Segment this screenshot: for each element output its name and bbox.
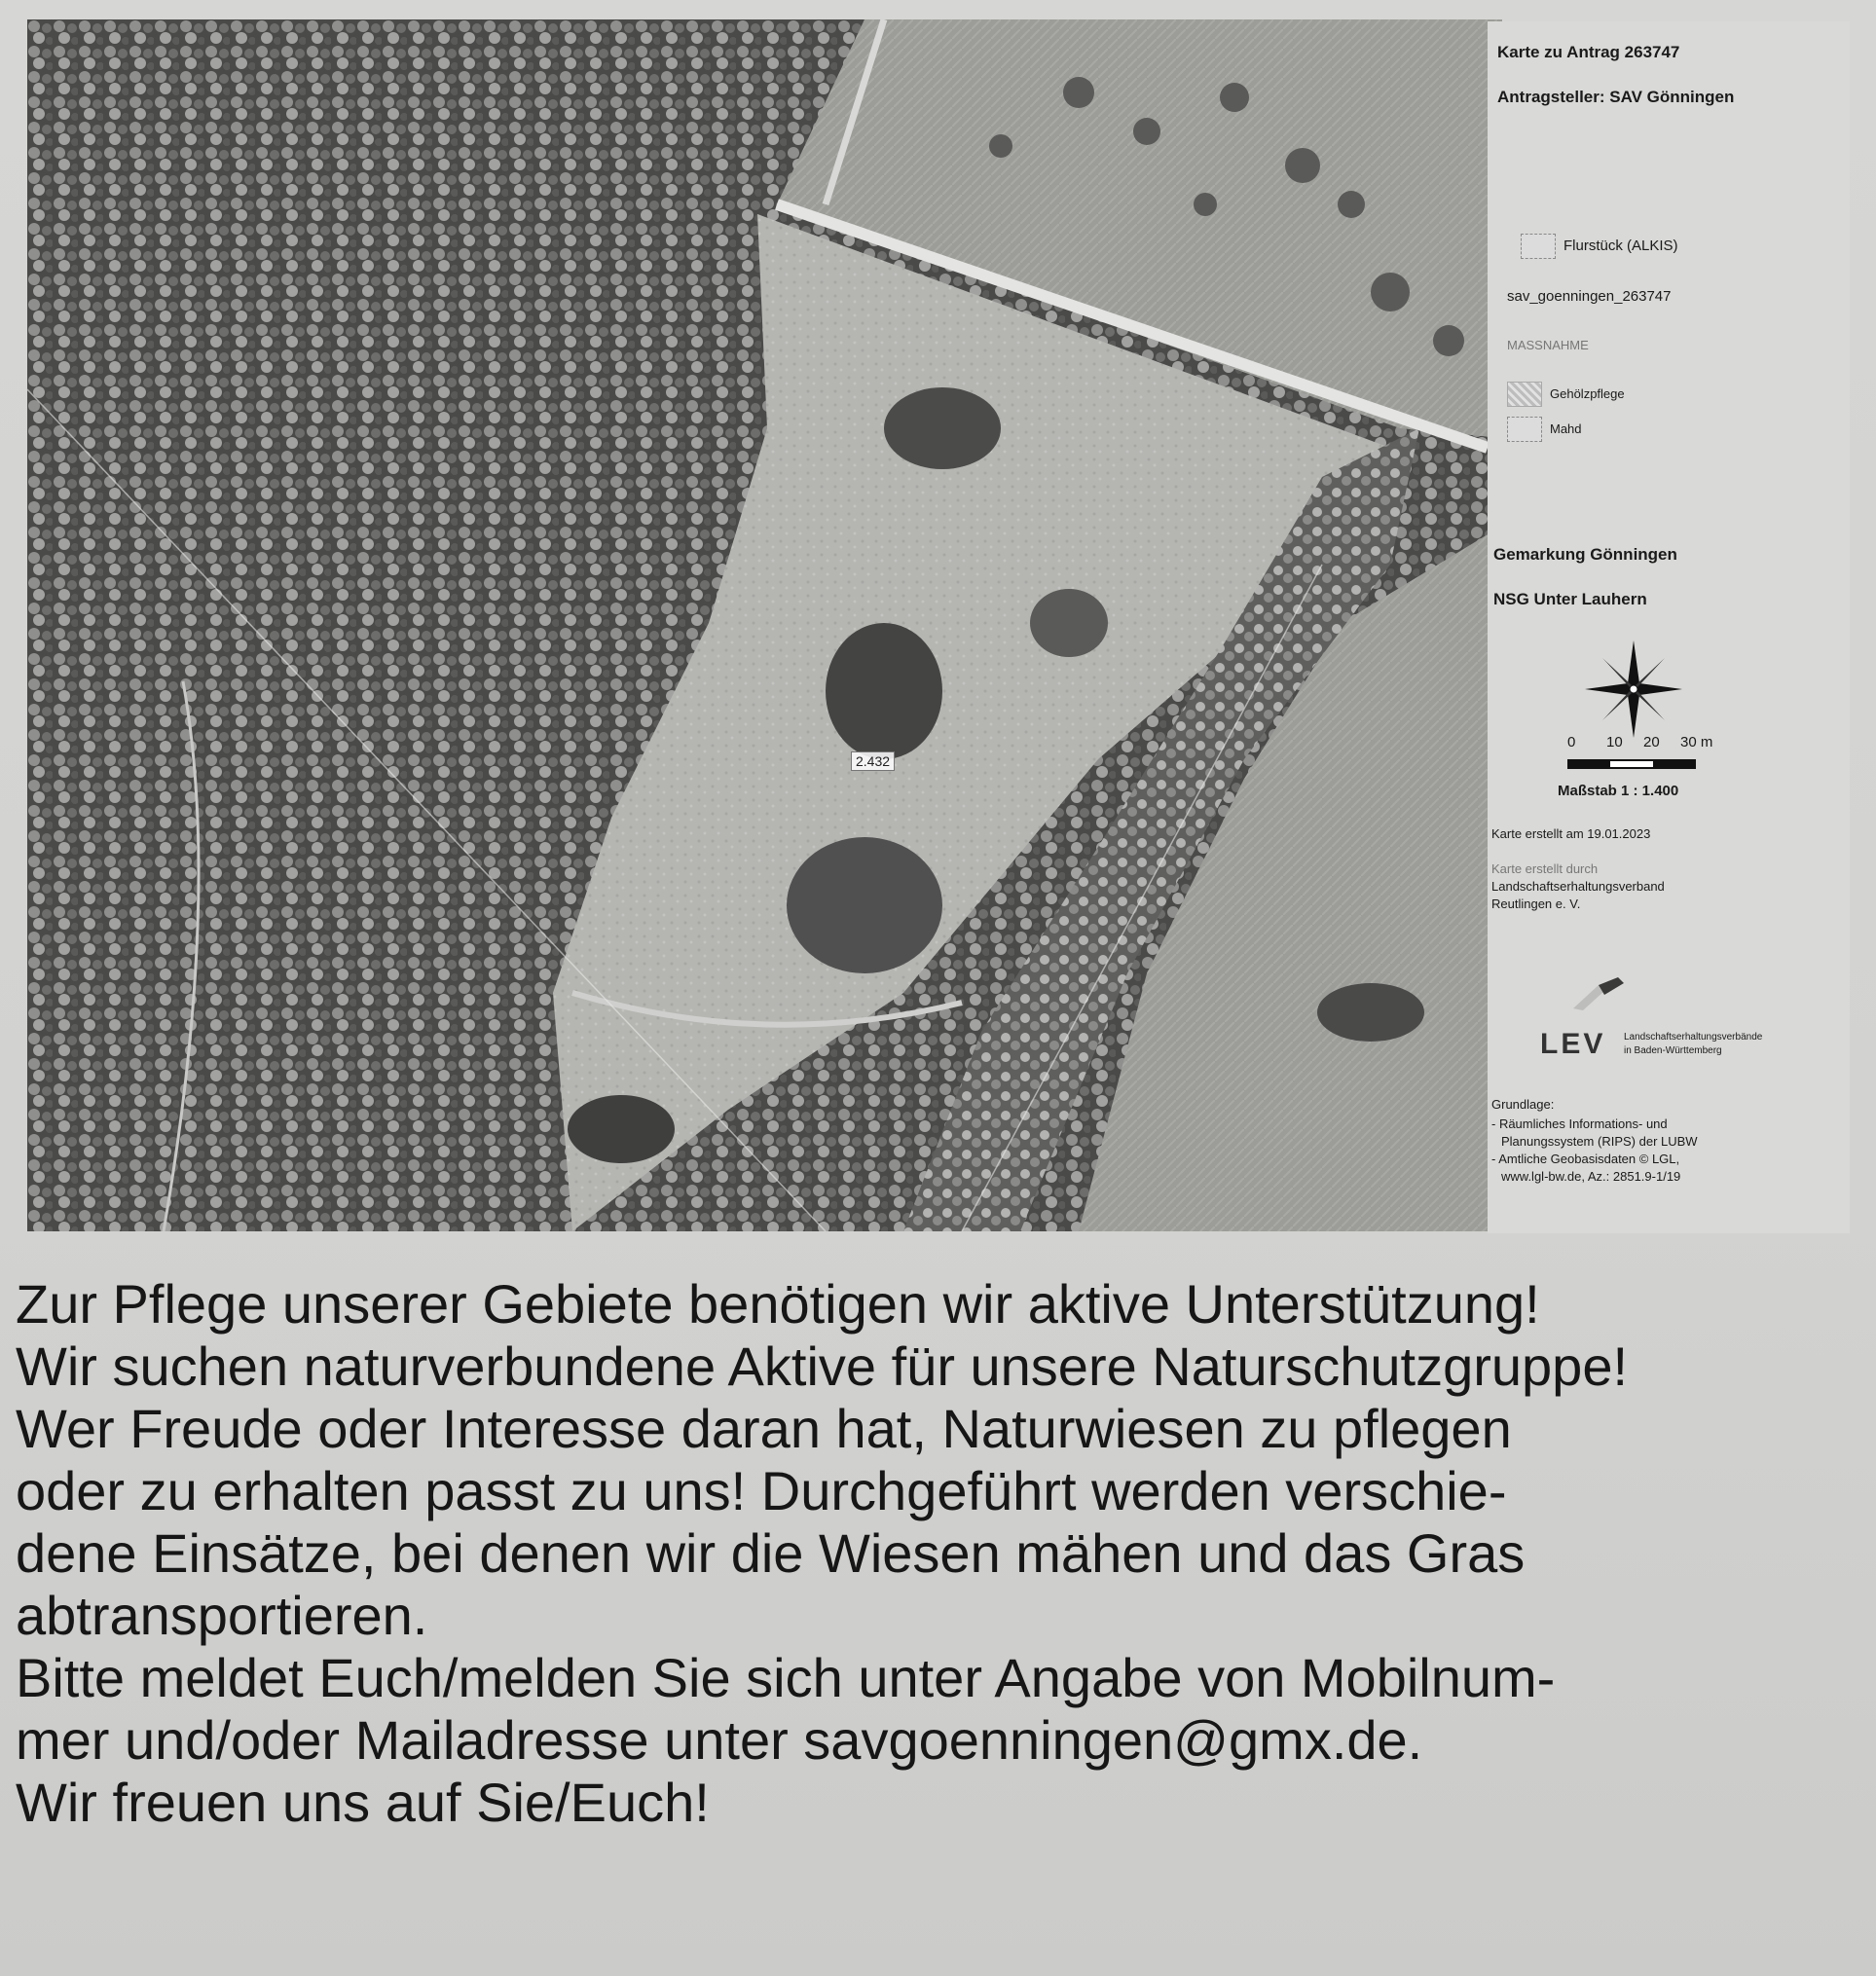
legend-created-by-line2: Reutlingen e. V. [1491,897,1581,911]
legend-basis-2a: - Amtliche Geobasisdaten © LGL, [1491,1152,1680,1166]
legend-basis-label: Grundlage: [1491,1097,1555,1112]
legend-basis-2b: www.lgl-bw.de, Az.: 2851.9-1/19 [1501,1169,1681,1184]
aerial-map [27,19,1502,1231]
legend-title: Karte zu Antrag 263747 [1497,43,1680,61]
parcel-number-label: 2.432 [851,751,895,771]
aerial-photo [27,19,1502,1231]
scale-tick-30: 30 m [1680,734,1713,750]
call-for-volunteers-text [16,1273,1860,1834]
legend-measure-1: Gehölzpflege [1550,386,1625,401]
text-line-3: Wer Freude oder Interesse daran hat, Naturwiesen zu pflegen [16,1398,1512,1459]
text-line-7: Bitte meldet Euch/melden Sie sich unter Angabe von Mobilnum- [16,1647,1556,1708]
legend-measures-heading: MASSNAHME [1507,338,1589,352]
legend-district: Gemarkung Gönningen [1493,545,1677,564]
text-line-2: Wir suchen naturverbundene Aktive für unsere Naturschutzgruppe! [16,1336,1629,1397]
legend-layer-project: sav_goenningen_263747 [1507,288,1672,305]
legend-layer-parcel: Flurstück (ALKIS) [1563,238,1678,254]
scale-bar [1567,759,1696,769]
parcel-swatch [1521,234,1556,259]
legend-created-by-line1: Landschaftserhaltungsverband [1491,879,1665,894]
scale-text: Maßstab 1 : 1.400 [1558,783,1679,799]
text-line-6: abtransportieren. [16,1585,428,1646]
lev-logo-sub1: Landschaftserhaltungsverbände [1624,1032,1763,1043]
text-line-9: Wir freuen uns auf Sie/Euch! [16,1772,710,1833]
text-line-1: Zur Pflege unserer Gebiete benötigen wir aktive Unterstützung! [16,1273,1540,1335]
lev-logo-mark-icon [1569,975,1628,1014]
legend-created-on: Karte erstellt am 19.01.2023 [1491,826,1651,841]
legend-basis-1b: Planungssystem (RIPS) der LUBW [1501,1134,1698,1149]
legend-basis-1a: - Räumliches Informations- und [1491,1116,1668,1131]
text-line-5: dene Einsätze, bei denen wir die Wiesen mähen und das Gras [16,1522,1526,1584]
scale-tick-20: 20 [1643,734,1660,750]
legend-created-by-label: Karte erstellt durch [1491,861,1599,876]
scale-tick-10: 10 [1606,734,1623,750]
text-line-4: oder zu erhalten passt zu uns! Durchgeführt werden verschie- [16,1460,1507,1521]
compass-rose-icon [1583,639,1684,740]
text-line-8: mer und/oder Mailadresse unter savgoenningen@gmx.de. [16,1709,1423,1771]
map-legend [1488,21,1850,1233]
scale-tick-0: 0 [1567,734,1576,750]
legend-reserve: NSG Unter Lauhern [1493,590,1647,608]
gehoelzpflege-swatch [1507,382,1542,407]
lev-logo-text: LEV [1540,1028,1606,1060]
lev-logo-sub2: in Baden-Württemberg [1624,1045,1722,1056]
mahd-swatch [1507,417,1542,442]
legend-applicant: Antragsteller: SAV Gönningen [1497,88,1735,106]
legend-measure-2: Mahd [1550,421,1582,436]
